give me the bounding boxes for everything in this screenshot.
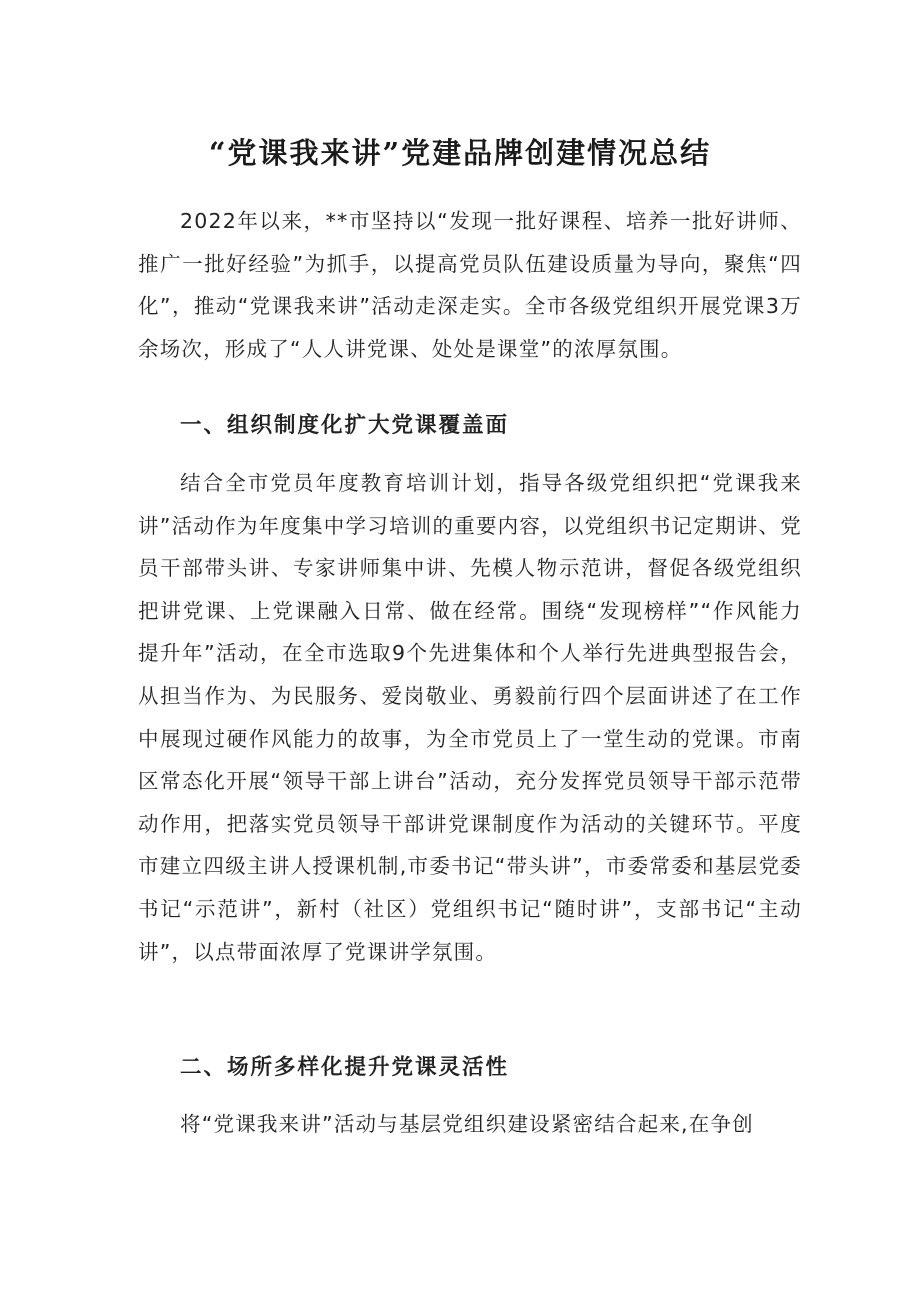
document-title: “党课我来讲”党建品牌创建情况总结 [208, 136, 712, 171]
intro-paragraph: 2022年以来，**市坚持以“发现一批好课程、培养一批好讲师、推广一批好经验”为抓手，以提高党员队伍建设质量为导向，聚焦“四化”，推动“党课我来讲”活动走深走实。全市各级党组织开展党课3万余场次，形成了“人人讲党课、处处是课堂”的浓厚氛围。 [138, 209, 802, 361]
section-1-heading: 一、组织制度化扩大党课覆盖面 [180, 413, 510, 438]
section-2-heading: 二、场所多样化提升党课灵活性 [180, 1055, 510, 1080]
section-2-paragraph: 将“党课我来讲”活动与基层党组织建设紧密结合起来,在争创 [180, 1112, 754, 1136]
section-1-paragraph: 结合全市党员年度教育培训计划，指导各级党组织把“党课我来讲”活动作为年度集中学习培训的重要内容，以党组织书记定期讲、党员干部带头讲、专家讲师集中讲、先模人物示范讲，督促各级党组织把讲党课、上党课融入日常、做在经常。围绕“发现榜样”“作风能力提升年”活动，在全市选取9个先进集体和个人举行先进典型报告会，从担当作为、为民服务、爱岗敬业、勇毅前行四个层面讲述了在工作中展现过硬作风能力的故事，为全市党员上了一堂生动的党课。市南区常态化开展“领导干部上讲台”活动，充分发挥党员领导干部示范带动作用，把落实党员领导干部讲党课制度作为活动的关键环节。平度市建立四级主讲人授课机制,市委书记“带头讲”，市委常委和基层党委书记“示范讲”，新村（社区）党组织书记“随时讲”，支部书记“主动讲”，以点带面浓厚了党课讲学氛围。 [138, 471, 802, 964]
